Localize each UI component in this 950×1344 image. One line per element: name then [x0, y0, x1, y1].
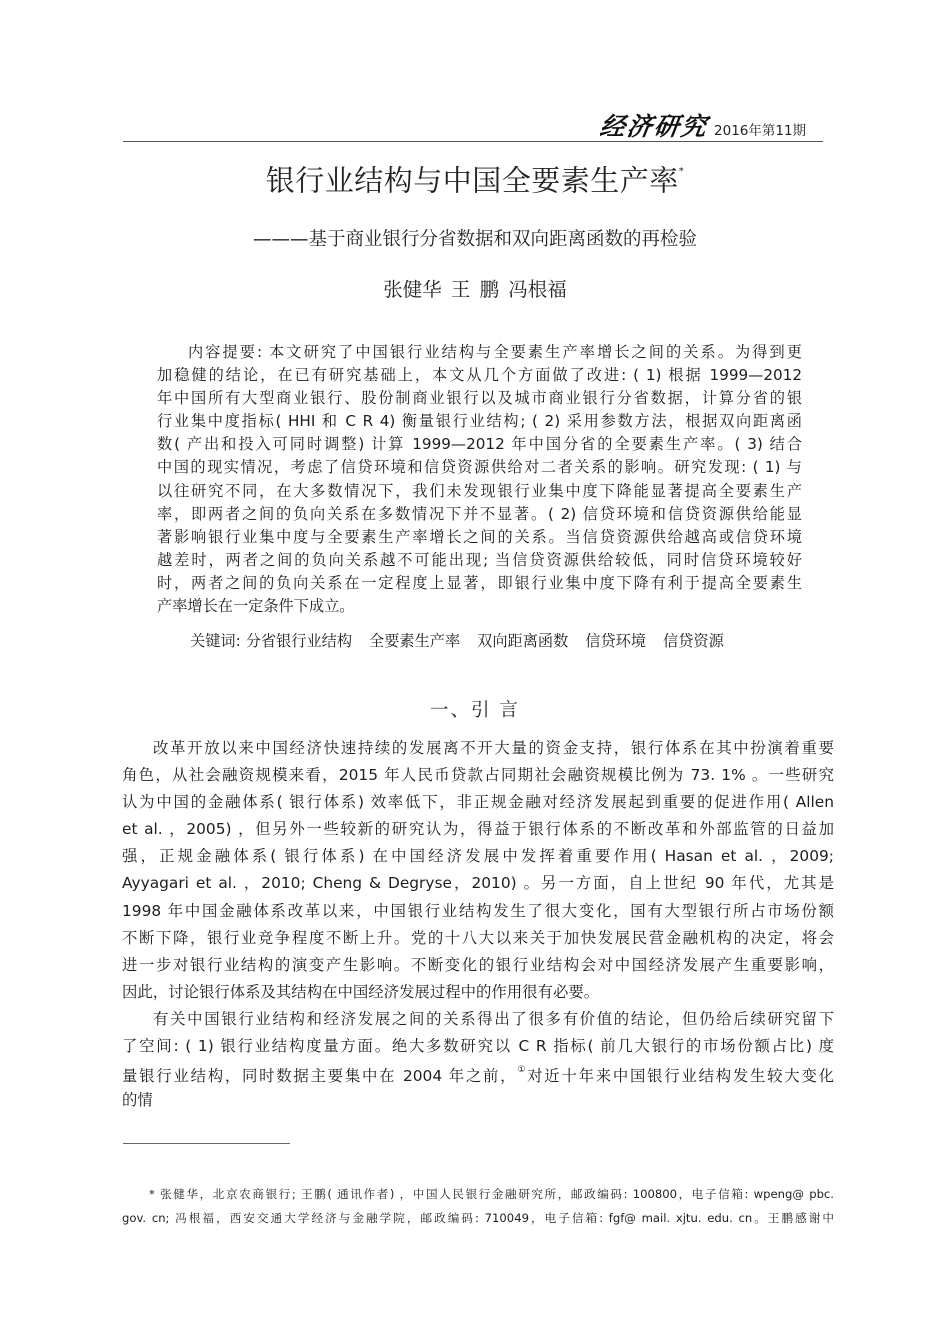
abstract-line: 加稳健的结论，在已有研究基础上，本文从几个方面做了改进: ( 1) 根据 1999—2012 [157, 366, 802, 385]
keyword: 信贷环境 [585, 632, 646, 650]
body-line-part: 对近十年来中国银行业结构发生较大变化 [527, 1067, 834, 1086]
paper-subtitle: ———基于商业银行分省数据和双向距离函数的再检验 [252, 229, 697, 250]
abstract-line: 时，两者之间的负向关系在一定程度上显著，即银行业集中度下降有利于提高全要素生 [157, 573, 802, 592]
body-line: 因此，讨论银行体系及其结构在中国经济发展过程中的作用很有必要。 [122, 982, 600, 1001]
paper-title [0, 158, 950, 201]
body-line: 的情 [122, 1091, 153, 1110]
abstract-line: 数( 产出和投入可同时调整) 计算 1999—2012 年中国分省的全要素生产率。( 3) 结合 [157, 435, 802, 454]
body-line [122, 1060, 834, 1087]
section-heading: 一、引 言 [430, 700, 520, 721]
body-line: 进一步对银行业结构的演变产生影响。不断变化的银行业结构会对中国经济发展产生重要影响， [122, 955, 834, 974]
keywords-label: 关键词: [190, 632, 241, 650]
abstract [157, 341, 802, 618]
keyword: 信贷资源 [663, 632, 724, 650]
footnote [122, 1182, 834, 1230]
abstract-line: 以往研究不同，在大多数情况下，我们未发现银行业集中度下降能显著提高全要素生产 [157, 481, 802, 500]
body-line: 强，正规金融体系( 银行体系) 在中国经济发展中发挥着重要作用( Hasan et al. ，2009; [122, 847, 834, 866]
abstract-line: 年中国所有大型商业银行、股份制商业银行以及城市商业银行分省数据，计算分省的银 [157, 389, 802, 408]
footnote-line: * 张健华，北京农商银行; 王鹏( 通讯作者) ，中国人民银行金融研究所，邮政编码: 100800，电子信箱: wpeng@ pbc. [149, 1187, 834, 1201]
title-footnote-marker: * [678, 166, 685, 177]
keyword: 全要素生产率 [369, 632, 461, 650]
abstract-line: 中国的现实情况，考虑了信贷环境和信贷资源供给对二者关系的影响。研究发现: ( 1) 与 [157, 458, 802, 477]
keywords [190, 630, 741, 653]
abstract-line: 率，即两者之间的负向关系在多数情况下并不显著。( 2) 信贷环境和信贷资源供给能显 [157, 504, 802, 523]
footnote-rule [123, 1143, 290, 1144]
body-line-part: 量银行业结构，同时数据主要集中在 2004 年之前， [122, 1067, 518, 1086]
body-line: 角色，从社会融资规模来看，2015 年人民币贷款占同期社会融资规模比例为 73. 1% 。一些研究 [122, 766, 834, 785]
journal-logo: 经济研究 [598, 112, 711, 141]
abstract-line: 著影响银行业集中度与全要素生产率增长之间的关系。当信贷资源供给越高或信贷环境 [157, 527, 802, 546]
paper-authors: 张健华 王 鹏 冯根福 [383, 278, 567, 301]
abstract-line: 越差时，两者之间的负向关系越不可能出现; 当信贷资源供给较低，同时信贷环境较好 [157, 550, 802, 569]
body-text [122, 735, 834, 1114]
paper-title-text: 银行业结构与中国全要素生产率 [265, 163, 679, 198]
footnote-reference[interactable]: ① [517, 1065, 528, 1076]
keyword: 双向距离函数 [477, 632, 569, 650]
keyword: 分省银行业结构 [245, 632, 352, 650]
body-line: 不断下降，银行业竞争程度不断上升。党的十八大以来关于加快发展民营金融机构的决定，将会 [122, 928, 834, 947]
header-rule [123, 141, 823, 142]
body-line: 改革开放以来中国经济快速持续的发展离不开大量的资金支持，银行体系在其中扮演着重要 [153, 739, 834, 757]
journal-issue: 2016年第11期 [714, 123, 807, 139]
body-line: 了空间: ( 1) 银行业结构度量方面。绝大多数研究以 C R 指标( 前几大银行的市场份额占比) 度 [122, 1037, 834, 1056]
body-line: 认为中国的金融体系( 银行体系) 效率低下，非正规金融对经济发展起到重要的促进作用( Allen [122, 793, 834, 812]
body-line: 有关中国银行业结构和经济发展之间的关系得出了很多有价值的结论，但仍给后续研究留下 [153, 1009, 834, 1028]
abstract-line: 产率增长在一定条件下成立。 [157, 597, 355, 616]
abstract-line: 内容提要: 本文研究了中国银行业结构与全要素生产率增长之间的关系。为得到更 [188, 343, 802, 361]
abstract-line: 行业集中度指标( HHI 和 C R 4) 衡量银行业结构; ( 2) 采用参数方法，根据双向距离函 [157, 412, 802, 431]
body-line: et al. ，2005) ，但另外一些较新的研究认为，得益于银行体系的不断改革和外部监管的日益加 [122, 820, 834, 839]
journal-header [600, 112, 824, 142]
body-line: Ayyagari et al. ，2010; Cheng & Degryse，2010) 。另一方面，自上世纪 90 年代，尤其是 [122, 874, 834, 893]
body-line: 1998 年中国金融体系改革以来，中国银行业结构发生了很大变化，国有大型银行所占市场份额 [122, 901, 834, 920]
footnote-line: gov. cn; 冯根福，西安交通大学经济与金融学院，邮政编码: 710049，电子信箱: fgf@ mail. xjtu. edu. cn。王鹏感谢中 [122, 1211, 834, 1225]
